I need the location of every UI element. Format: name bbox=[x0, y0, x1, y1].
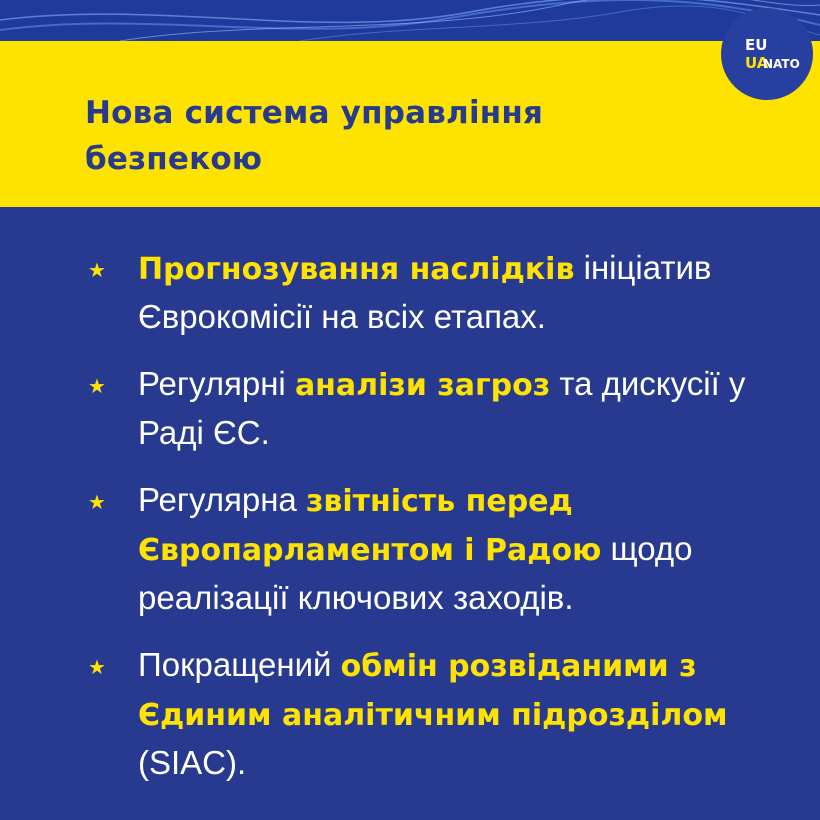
decorative-wave-strip bbox=[0, 0, 820, 41]
star-icon: ★ bbox=[88, 490, 106, 514]
list-item-text: Регулярні аналізи загроз та дискусії у Раді ЄС. bbox=[138, 365, 746, 451]
list-item bbox=[88, 360, 778, 456]
list-item-text: Покращений обмін розвіданими з Єдиним аналітичним підрозділом (SIAC). bbox=[138, 646, 728, 781]
wave-lines-graphic bbox=[0, 0, 820, 41]
list-item-text: Прогнозування наслідків ініціатив Єврокомісії на всіх етапах. bbox=[138, 249, 712, 335]
star-icon: ★ bbox=[88, 655, 106, 679]
list-item bbox=[88, 641, 778, 786]
logo-text-eu: EU bbox=[745, 36, 768, 54]
eu-ua-nato-logo bbox=[721, 8, 813, 100]
list-item bbox=[88, 244, 778, 340]
star-icon: ★ bbox=[88, 374, 106, 398]
logo-text-ua: UA bbox=[745, 54, 769, 72]
highlight-text: обмін розвіданими з Єдиним аналітичним підрозділом bbox=[138, 649, 728, 733]
page-title: Нова система управління безпекою bbox=[85, 95, 544, 177]
star-icon: ★ bbox=[88, 258, 106, 282]
highlight-text: звітність перед Європарламентом і Радою bbox=[138, 484, 602, 568]
list-item bbox=[88, 476, 778, 621]
logo-text-nato: NATO bbox=[763, 57, 800, 71]
measures-list bbox=[88, 244, 778, 806]
list-item-text: Регулярна звітність перед Європарламентом і Радою щодо реалізації ключових заходів. bbox=[138, 481, 693, 616]
highlight-text: аналізи загроз bbox=[294, 368, 551, 403]
highlight-text: Прогнозування наслідків bbox=[138, 252, 575, 287]
